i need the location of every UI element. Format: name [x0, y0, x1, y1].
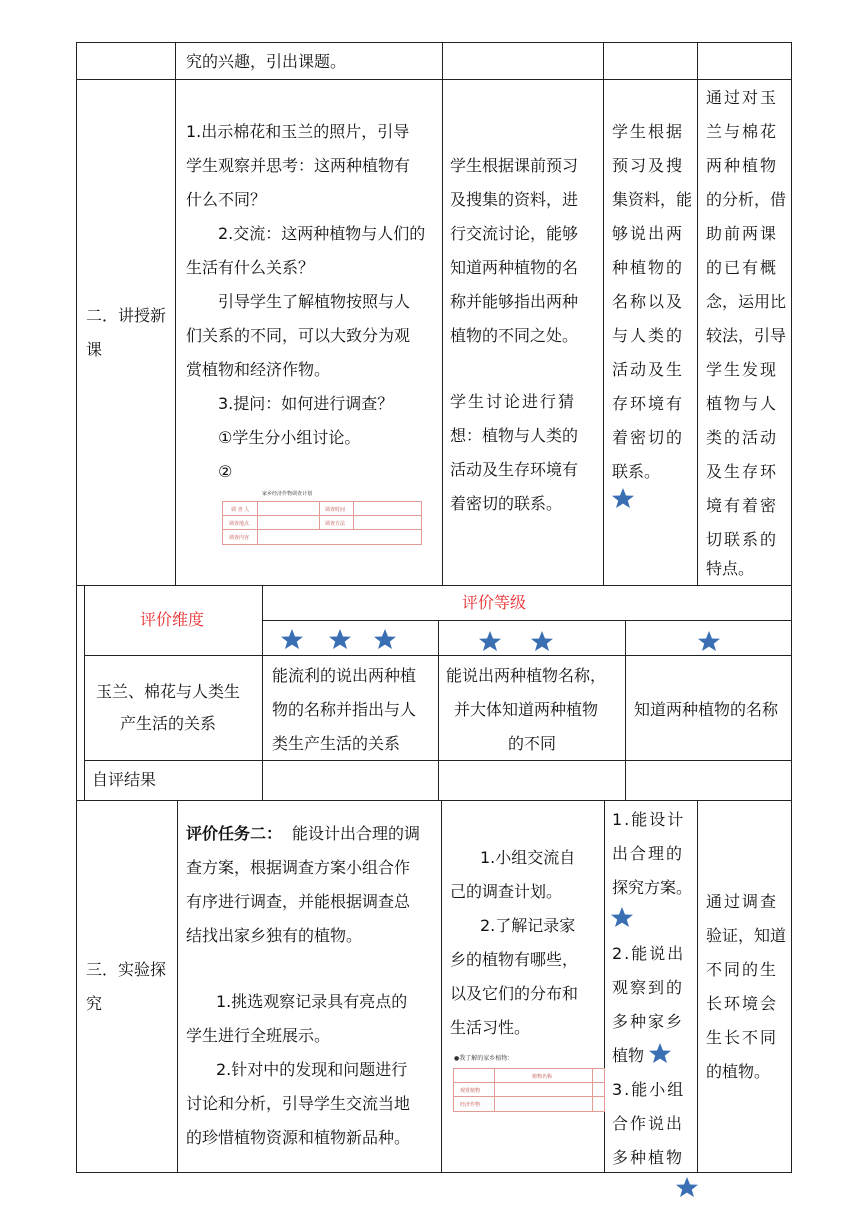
goal-line: 着密切的: [612, 428, 685, 447]
goal-line: 联系。: [612, 462, 661, 481]
goal-line: 活动及生: [612, 360, 685, 379]
teacher-line: ②: [218, 462, 233, 481]
eval-dimension-header: 评价维度: [140, 610, 205, 629]
eval-level1-text: 知道两种植物的名称: [634, 700, 779, 719]
survey-cell-location: 调查地点: [229, 521, 250, 527]
intro-continuation-text: 究的兴趣，引出课题。: [186, 52, 347, 71]
survey-cell-time: 调查时间: [325, 507, 346, 513]
eval-level2-line: 并大体知道两种植物: [454, 700, 599, 719]
star-icon: [280, 628, 304, 650]
goal-line: 学生根据: [612, 122, 685, 141]
goal-line: 与人类的: [612, 326, 685, 345]
section2-label-line2: 课: [86, 340, 103, 359]
intent-line: 特点。: [706, 559, 755, 578]
star-icon: [611, 487, 635, 509]
student-line: 想：植物与人类的: [450, 426, 579, 445]
intent-line: 的分析，借: [706, 190, 787, 209]
student-line: 活动及生存环境有: [450, 460, 579, 479]
student-line: 以及它们的分布和: [450, 984, 579, 1003]
star-icon: [530, 630, 554, 652]
goal-line: 1.能设计: [612, 810, 686, 829]
teacher-line: 赏植物和经济作物。: [186, 360, 331, 379]
intent-line: 两种植物: [706, 156, 779, 175]
student-line: 己的调查计划。: [450, 882, 563, 901]
plant-form-row: 观赏植物: [460, 1088, 481, 1094]
teacher-line: 1.出示棉花和玉兰的照片，引导: [186, 122, 410, 141]
plant-form-title: ●我了解的家乡植物：: [454, 1055, 514, 1062]
goal-line: 3.能小组: [612, 1080, 686, 1099]
teacher-line: 生活有什么关系？: [186, 258, 315, 277]
eval-level3-line: 类生产生活的关系: [272, 734, 401, 753]
teacher-line: 2.针对中的发现和问题进行: [216, 1060, 408, 1079]
eval-level3-line: 能流利的说出两种植: [272, 666, 417, 685]
teacher-line: ①学生分小组讨论。: [218, 428, 361, 447]
intent-line: 境有着密: [706, 496, 779, 515]
student-line: 学生讨论进行猜: [450, 392, 577, 411]
goal-line: 种植物的: [612, 258, 685, 277]
star-icon: [648, 1042, 672, 1064]
teacher-line: 1.挑选观察记录具有亮点的: [216, 992, 408, 1011]
student-line: 知道两种植物的名: [450, 258, 579, 277]
eval-level2-line: 的不同: [508, 734, 557, 753]
goal-line: 植物: [612, 1046, 645, 1065]
eval-level3-line: 物的名称并指出与人: [272, 700, 417, 719]
star-icon: [610, 906, 634, 928]
student-line: 2.了解记录家: [480, 916, 576, 935]
intent-line: 切联系的: [706, 530, 779, 549]
student-line: 及搜集的资料，进: [450, 190, 579, 209]
goal-line: 多种植物: [612, 1148, 685, 1167]
survey-cell-surveyor: 调 查 人: [231, 507, 250, 513]
intent-line: 的植物。: [706, 1062, 771, 1081]
teacher-line: 什么不同？: [186, 190, 267, 209]
intent-line: 助前两课: [706, 224, 779, 243]
goal-line: 2.能说出: [612, 944, 686, 963]
intent-line: 长环境会: [706, 994, 779, 1013]
student-line: 植物的不同之处。: [450, 326, 579, 345]
student-line: 着密切的联系。: [450, 494, 563, 513]
star-icon: [697, 630, 721, 652]
student-line: 生活习性。: [450, 1018, 531, 1037]
teacher-line: 的珍惜植物资源和植物新品种。: [186, 1128, 411, 1147]
goal-line: 探究方案。: [612, 878, 693, 897]
survey-form-title: 家乡经济作物调查计划: [262, 491, 313, 497]
student-line: 乡的植物有哪些，: [450, 950, 579, 969]
goal-line: 集资料，能: [612, 190, 693, 209]
self-eval-label: 自评结果: [92, 770, 157, 789]
section2-label-line1: 二．讲授新: [86, 306, 167, 325]
intent-line: 通过对玉: [706, 88, 779, 107]
intent-line: 念，运用比: [706, 292, 787, 311]
star-icon: [328, 628, 352, 650]
student-line: 称并能够指出两种: [450, 292, 579, 311]
intent-line: 学生发现: [706, 360, 779, 379]
goal-line: 名称以及: [612, 292, 685, 311]
teacher-line: 引导学生了解植物按照与人: [218, 292, 411, 311]
student-line: 行交流讨论，能够: [450, 224, 579, 243]
goal-line: 够说出两: [612, 224, 685, 243]
teacher-line: 讨论和分析，引导学生交流当地: [186, 1094, 411, 1113]
intent-line: 通过调查: [706, 892, 779, 911]
star-icon: [675, 1176, 699, 1198]
task-title: 评价任务二：: [186, 824, 283, 843]
goal-line: 存环境有: [612, 394, 685, 413]
teacher-line: 们关系的不同，可以大致分为观: [186, 326, 411, 345]
teacher-line: 学生进行全班展示。: [186, 1026, 331, 1045]
eval-level2-line: 能说出两种植物名称，: [446, 666, 607, 685]
teacher-line: 学生观察并思考：这两种植物有: [186, 156, 411, 175]
teacher-line: 有序进行调查，并能根据调查总: [186, 892, 411, 911]
goal-line: 合作说出: [612, 1114, 685, 1133]
intent-line: 较法，引导: [706, 326, 787, 345]
teacher-line: 2.交流：这两种植物与人们的: [218, 224, 426, 243]
goal-line: 预习及搜: [612, 156, 685, 175]
goal-line: 多种家乡: [612, 1012, 685, 1031]
goal-line: 出合理的: [612, 844, 685, 863]
intent-line: 的已有概: [706, 258, 779, 277]
star-icon: [478, 630, 502, 652]
teacher-line: 查方案，根据调查方案小组合作: [186, 858, 411, 877]
intent-line: 兰与棉花: [706, 122, 779, 141]
intent-line: 及生存环: [706, 462, 779, 481]
section3-label-line1: 三．实验探: [86, 960, 167, 979]
plant-form-header: 植物名称: [532, 1074, 553, 1080]
survey-cell-content: 调查内容: [229, 535, 250, 541]
plant-form-row: 经济作物: [460, 1102, 481, 1108]
intent-line: 类的活动: [706, 428, 779, 447]
star-icon: [373, 628, 397, 650]
eval-dimension-line: 产生活的关系: [120, 714, 217, 733]
goal-line: 观察到的: [612, 978, 685, 997]
teacher-line: 能设计出合理的调: [292, 824, 421, 843]
survey-cell-method: 调查方法: [325, 521, 346, 527]
intent-line: 验证，知道: [706, 926, 787, 945]
student-line: 学生根据课前预习: [450, 156, 579, 175]
section3-label-line2: 究: [86, 994, 103, 1013]
intent-line: 植物与人: [706, 394, 779, 413]
intent-line: 生长不同: [706, 1028, 779, 1047]
eval-dimension-line: 玉兰、棉花与人类生: [96, 682, 241, 701]
student-line: 1.小组交流自: [480, 848, 576, 867]
eval-level-header: 评价等级: [462, 593, 527, 612]
teacher-line: 结找出家乡独有的植物。: [186, 926, 363, 945]
teacher-line: 3.提问：如何进行调查？: [218, 394, 394, 413]
intent-line: 不同的生: [706, 960, 779, 979]
